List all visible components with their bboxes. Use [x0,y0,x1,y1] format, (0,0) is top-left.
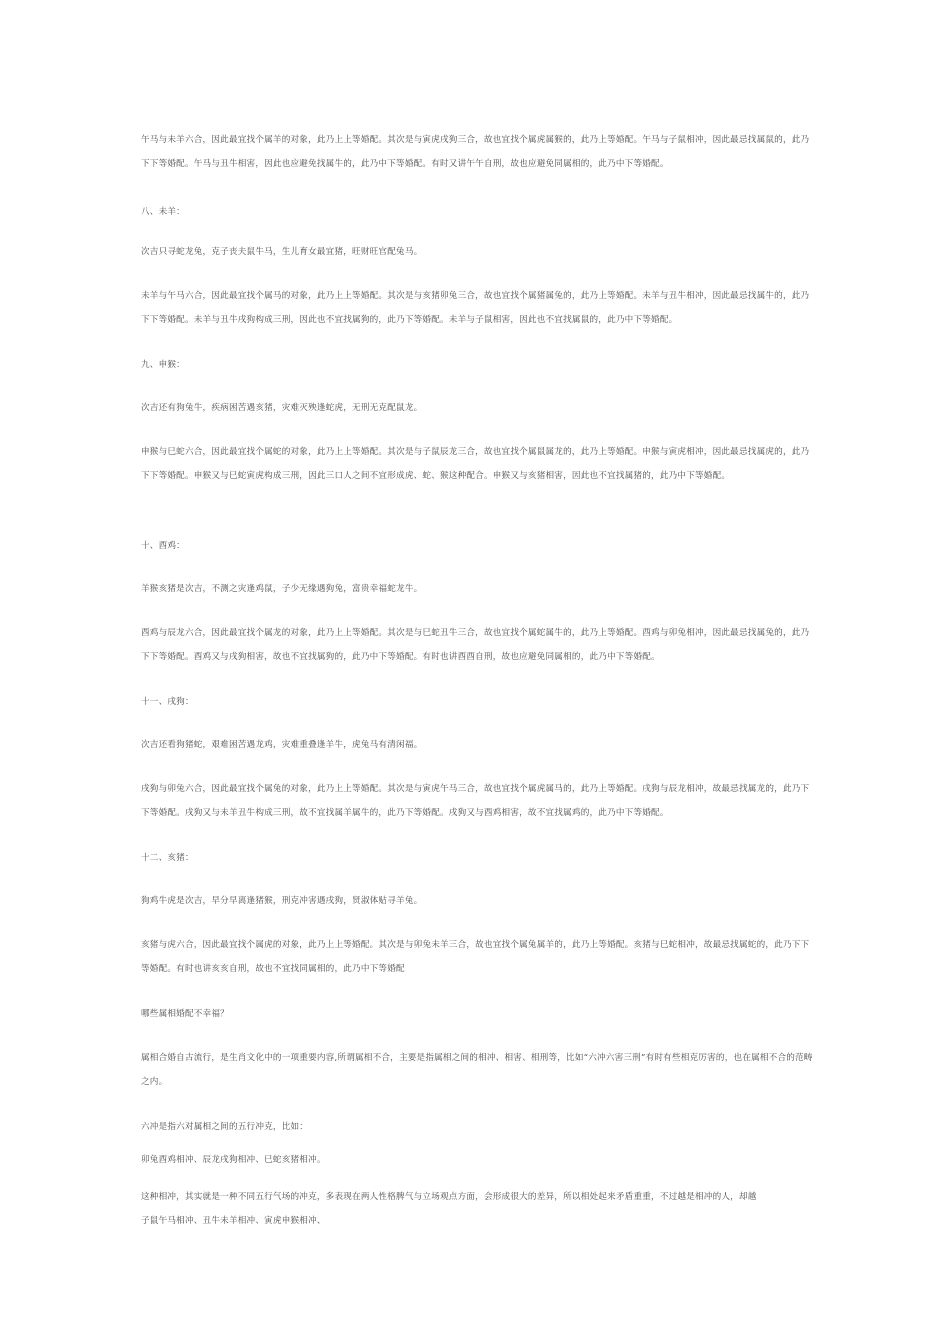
paragraph-clash-pairs-continued: 子鼠午马相冲、丑牛未羊相冲、寅虎申猴相冲、 [141,1216,326,1226]
heading-xu-dog: 十一、戌狗： [141,697,194,707]
verse-xu-dog: 次吉还看狗猪蛇，艰难困苦遇龙鸡，灾难重叠逢羊牛，虎兔马有清闲福。 [141,740,423,750]
paragraph-shen-monkey-marriage: 申猴与巳蛇六合，因此最宜找个属蛇的对象，此乃上上等婚配。其次是与子鼠辰龙三合，故也宜找个属鼠属龙的，此乃上等婚配。申猴与寅虎相冲，因此最忌找属虎的，此乃下下等婚配。申猴又与巳蛇寅虎构成三刑，因此三口人之间不宜形成虎、蛇、猴这种配合。申猴又与亥猪相害，因此也不宜找属猪的，此乃中下等婚配。 [141,447,810,481]
heading-you-rooster: 十、酉鸡： [141,541,185,551]
paragraph-wu-horse-marriage: 午马与未羊六合，因此最宜找个属羊的对象，此乃上上等婚配。其次是与寅虎戌狗三合，故也宜找个属虎属猴的，此乃上等婚配。午马与子鼠相冲，因此最忌找属鼠的，此乃下下等婚配。午马与丑牛相害，因此也应避免找属牛的，此乃中下等婚配。有时又讲午午自刑，故也应避免同属相的，此乃中下等婚配。 [141,135,810,169]
paragraph-clash-explanation: 这种相冲，其实就是一种不同五行气场的冲克，多表现在两人性格脾气与立场观点方面，会形成很大的差异，所以相处起来矛盾重重，不过越是相冲的人，却越 [141,1192,757,1202]
paragraph-you-rooster-marriage: 酉鸡与辰龙六合，因此最宜找个属龙的对象，此乃上上等婚配。其次是与巳蛇丑牛三合，故也宜找个属蛇属牛的，此乃上等婚配。酉鸡与卯兔相冲，因此最忌找属兔的，此乃下下等婚配。酉鸡又与戌狗相害，故也不宜找属狗的，此乃中下等婚配。有时也讲酉酉自刑，故也应避免同属相的，此乃中下等婚配。 [141,628,810,662]
paragraph-zodiac-compatibility: 属相合婚自古流行，是生肖文化中的一项重要内容,所谓属相不合，主要是指属相之间的相冲、相害、相刑等，比如“六冲六害三刑”有时有些相克厉害的，也在属相不合的范畴之内。 [141,1053,813,1087]
paragraph-hai-pig-marriage: 亥猪与虎六合，因此最宜找个属虎的对象，此乃上上等婚配。其次是与卯兔未羊三合，故也宜找个属兔属羊的，此乃上等婚配。亥猪与巳蛇相冲，故最忌找属蛇的，此乃下下等婚配。有时也讲亥亥自刑，故也不宜找同属相的，此乃中下等婚配 [141,940,810,974]
verse-you-rooster: 羊猴亥猪是次吉，不测之灾逢鸡鼠，子少无缘遇狗兔，富贵幸福蛇龙牛。 [141,584,423,594]
verse-hai-pig: 狗鸡牛虎是次吉，早分早离逢猪猴，刑克冲害遇戌狗，贤淑体贴寻羊兔。 [141,896,423,906]
paragraph-xu-dog-marriage: 戌狗与卯兔六合，因此最宜找个属兔的对象，此乃上上等婚配。其次是与寅虎午马三合，故也宜找个属虎属马的，此乃上等婚配。戌狗与辰龙相冲，故最忌找属龙的，此乃下下等婚配。戌狗又与未羊丑牛构成三刑，故不宜找属羊属牛的，此乃下等婚配。戌狗又与酉鸡相害，故不宜找属鸡的，此乃中下等婚配。 [141,784,810,818]
heading-hai-pig: 十二、亥猪： [141,853,194,863]
paragraph-wei-goat-marriage: 未羊与午马六合，因此最宜找个属马的对象，此乃上上等婚配。其次是与亥猪卯兔三合，故也宜找个属猪属兔的，此乃上等婚配。未羊与丑牛相冲，因此最忌找属牛的，此乃下下等婚配。未羊与丑牛戌狗构成三刑，因此也不宜找属狗的，此乃下等婚配。未羊与子鼠相害，因此也不宜找属鼠的，此乃中下等婚配。 [141,291,810,325]
paragraph-six-clashes-intro: 六冲是指六对属相之间的五行冲克，比如： [141,1122,309,1132]
heading-shen-monkey: 九、申猴： [141,360,185,370]
question-unhappy-matches: 哪些属相婚配不幸福？ [141,1009,229,1019]
paragraph-clash-pairs: 卯兔酉鸡相冲、辰龙戌狗相冲、巳蛇亥猪相冲。 [141,1155,326,1165]
verse-shen-monkey: 次吉还有狗兔牛，疾病困苦遇亥猪，灾难灭殃逢蛇虎，无刑无克配鼠龙。 [141,403,423,413]
verse-wei-goat: 次吉只寻蛇龙兔，克子丧夫鼠牛马，生儿育女最宜猪，旺财旺官配兔马。 [141,247,423,257]
heading-wei-goat: 八、未羊： [141,207,185,217]
